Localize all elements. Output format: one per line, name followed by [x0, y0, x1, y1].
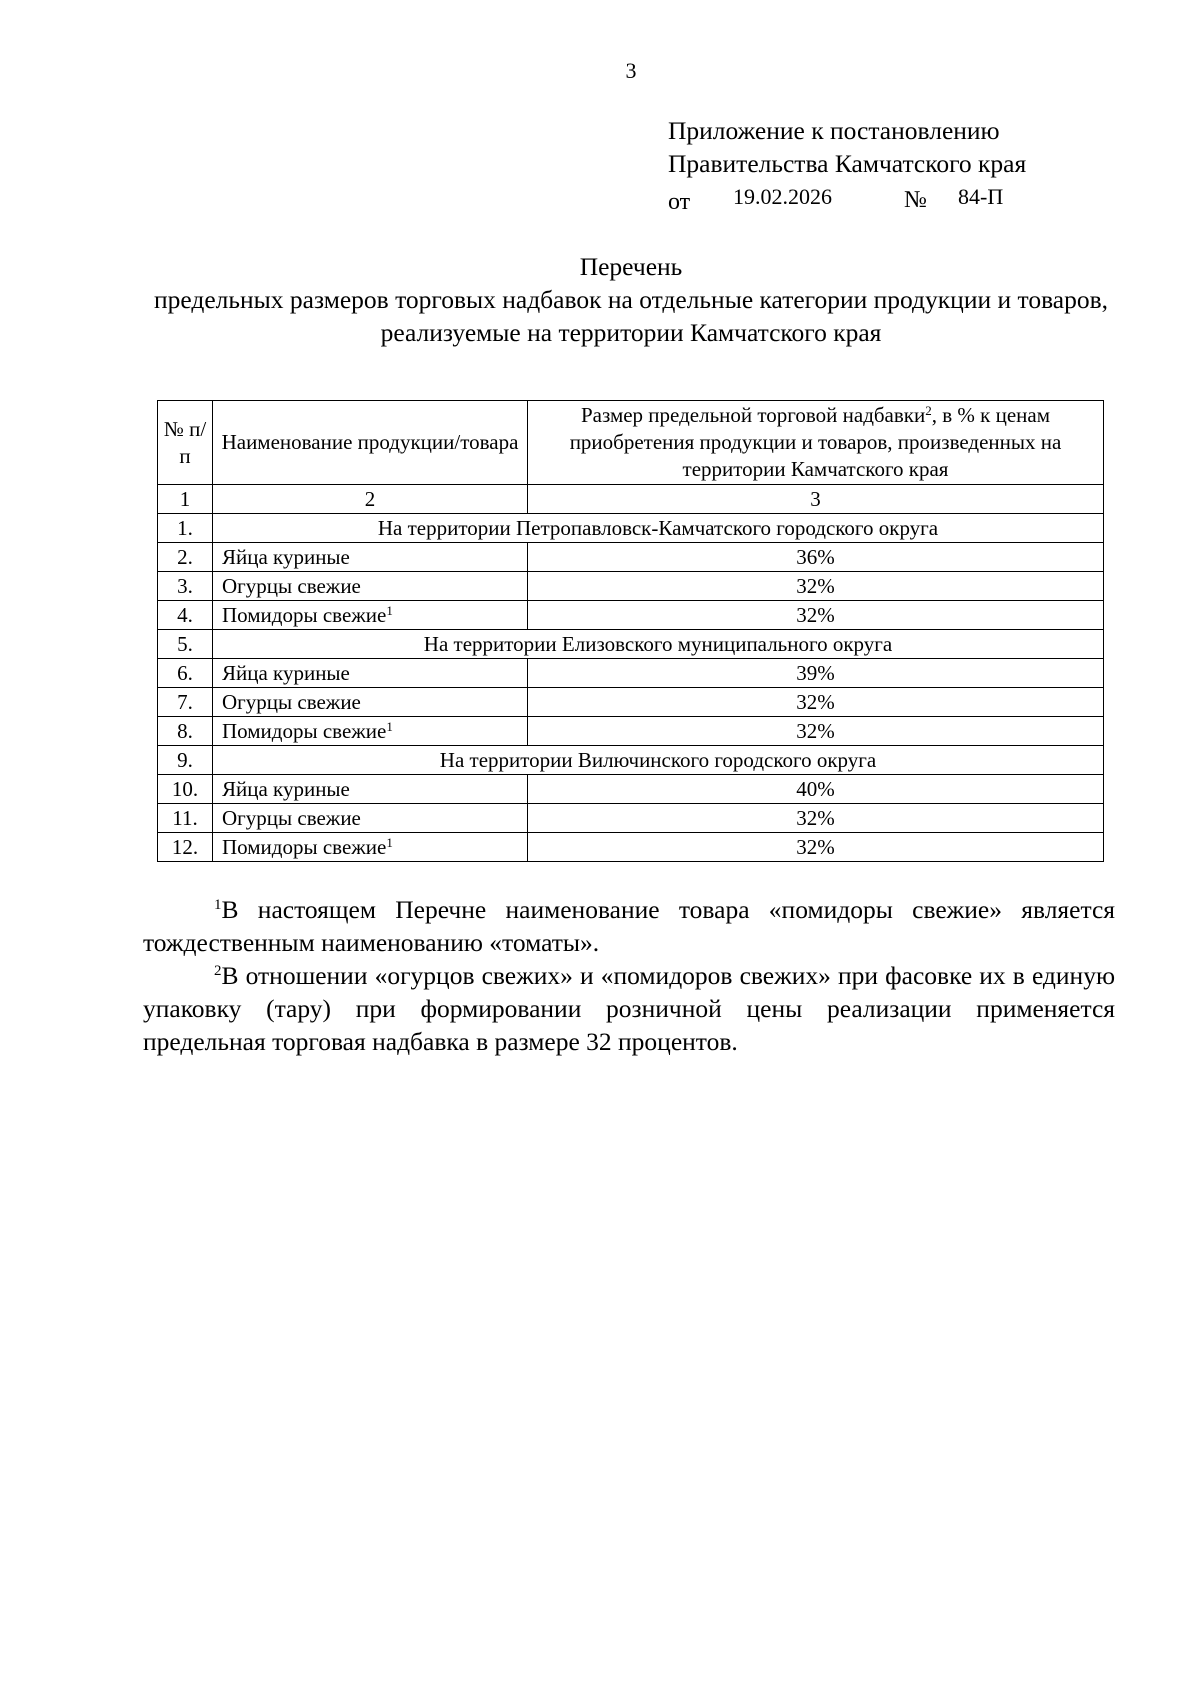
- product-name-cell: [213, 659, 528, 688]
- header-col-value-text: Размер предельной торговой надбавки: [580, 403, 926, 427]
- document-subtitle: предельных размеров торговых надбавок на отдельные категории продукции и товаров, реализуемые на территории Камчатского края: [153, 285, 1109, 347]
- footnote-2: [143, 959, 1115, 1058]
- product-name: Огурцы свежие: [222, 805, 361, 830]
- page-number: 3: [625, 58, 637, 83]
- product-name: Огурцы свежие: [222, 573, 361, 598]
- table-row: [158, 659, 1104, 688]
- section-title: На территории Вилючинского городского округа: [213, 746, 1104, 775]
- footnote-1: [143, 893, 1115, 959]
- appendix-ot-label: от: [668, 189, 691, 215]
- table-row: [158, 601, 1104, 630]
- row-number: 2.: [158, 543, 213, 572]
- markup-value: 32%: [528, 601, 1104, 630]
- appendix-number-sign: №: [904, 187, 927, 213]
- table-header-row: [158, 401, 1104, 485]
- table-row: [158, 688, 1104, 717]
- table-row: [158, 775, 1104, 804]
- appendix-line-2: Правительства Камчатского края: [668, 149, 1027, 178]
- product-name: Огурцы свежие: [222, 689, 361, 714]
- document-title: Перечень: [579, 252, 683, 281]
- row-number: 1.: [158, 514, 213, 543]
- product-name: Яйца куриные: [222, 776, 350, 801]
- appendix-block: [668, 114, 1026, 213]
- footnote-2-mark: 2: [214, 963, 222, 979]
- product-name: Яйца куриные: [222, 544, 350, 569]
- column-number-row: [158, 485, 1104, 514]
- footnotes: [143, 893, 1115, 1058]
- product-footnote-mark: 1: [386, 718, 393, 734]
- markup-value: 32%: [528, 572, 1104, 601]
- markup-value: 32%: [528, 833, 1104, 862]
- table-row: [158, 543, 1104, 572]
- product-footnote-mark: 1: [386, 834, 393, 850]
- markup-value: 32%: [528, 804, 1104, 833]
- appendix-date: 19.02.2026: [733, 184, 832, 209]
- header-col-name: Наименование продукции/товара: [213, 401, 528, 485]
- row-number: 4.: [158, 601, 213, 630]
- appendix-number: 84-П: [958, 184, 1004, 209]
- product-name-cell: [213, 833, 528, 862]
- product-name: Помидоры свежие: [222, 718, 387, 743]
- product-name: Помидоры свежие: [222, 602, 387, 627]
- footnote-2-text: В отношении «огурцов свежих» и «помидоров свежих» при фасовке их в единую упаковку (тару) при формировании розничной цены реализации применяется предельная торговая надбавка в размере 32 процентов.: [143, 961, 1115, 1056]
- product-name-cell: [213, 804, 528, 833]
- markup-value: 39%: [528, 659, 1104, 688]
- row-number: 7.: [158, 688, 213, 717]
- table-row: [158, 804, 1104, 833]
- column-number-3: 3: [528, 485, 1104, 514]
- product-name-cell: [213, 572, 528, 601]
- markup-value: 40%: [528, 775, 1104, 804]
- header-footnote-mark: 2: [925, 403, 932, 418]
- footnote-1-text: В настоящем Перечне наименование товара «помидоры свежие» является тождественным наименованию «томаты».: [143, 895, 1115, 957]
- section-row: [158, 746, 1104, 775]
- row-number: 6.: [158, 659, 213, 688]
- product-name: Помидоры свежие: [222, 834, 387, 859]
- row-number: 9.: [158, 746, 213, 775]
- table-body: [158, 485, 1104, 862]
- product-name-cell: [213, 688, 528, 717]
- markup-value: 36%: [528, 543, 1104, 572]
- header-col-value: [528, 401, 1104, 485]
- row-number: 10.: [158, 775, 213, 804]
- product-name-cell: [213, 601, 528, 630]
- header-col-number: № п/п: [158, 401, 213, 485]
- markup-value: 32%: [528, 717, 1104, 746]
- markup-table: [157, 400, 1104, 862]
- product-name: Яйца куриные: [222, 660, 350, 685]
- section-row: [158, 630, 1104, 659]
- product-name-cell: [213, 543, 528, 572]
- row-number: 5.: [158, 630, 213, 659]
- appendix-line-1: Приложение к постановлению: [668, 116, 1000, 145]
- table-row: [158, 572, 1104, 601]
- row-number: 3.: [158, 572, 213, 601]
- table-row: [158, 717, 1104, 746]
- product-name-cell: [213, 717, 528, 746]
- row-number: 11.: [158, 804, 213, 833]
- row-number: 8.: [158, 717, 213, 746]
- table-row: [158, 833, 1104, 862]
- markup-value: 32%: [528, 688, 1104, 717]
- row-number: 12.: [158, 833, 213, 862]
- product-name-cell: [213, 775, 528, 804]
- section-title: На территории Петропавловск-Камчатского городского округа: [213, 514, 1104, 543]
- product-footnote-mark: 1: [386, 602, 393, 618]
- section-title: На территории Елизовского муниципального округа: [213, 630, 1104, 659]
- footnote-1-mark: 1: [214, 897, 222, 913]
- appendix-line-3: [668, 180, 1026, 213]
- header-col-value-rest: , в % к ценам приобретения продукции и товаров, произведенных на территории Камчатского края: [569, 403, 1062, 481]
- section-row: [158, 514, 1104, 543]
- column-number-2: 2: [213, 485, 528, 514]
- column-number-1: 1: [158, 485, 213, 514]
